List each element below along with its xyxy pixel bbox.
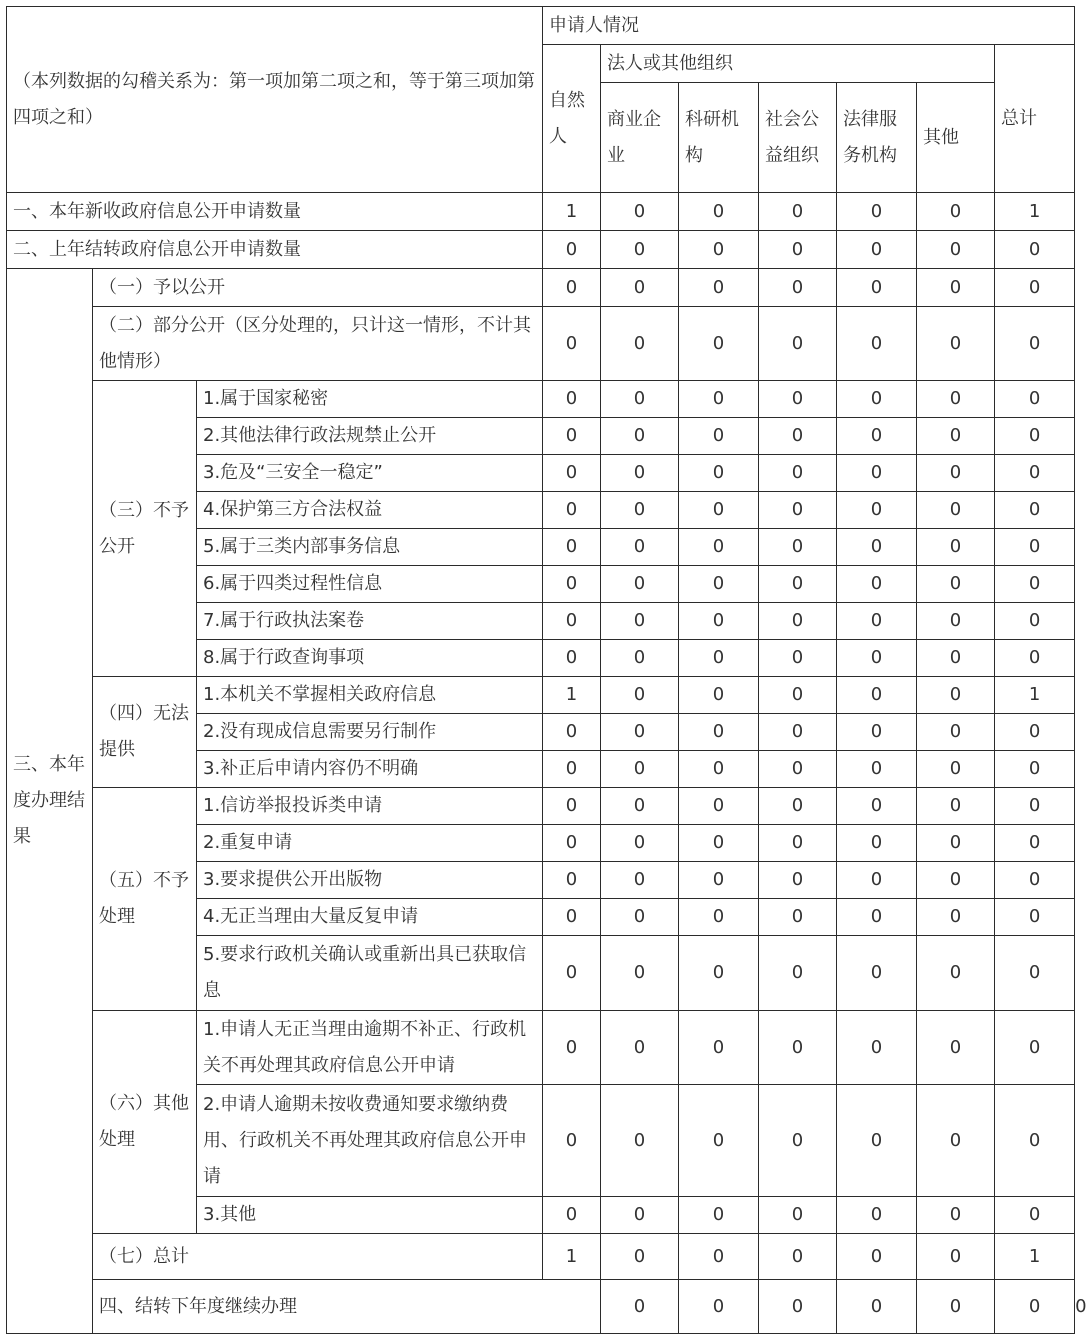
cell-commercial: 0 — [601, 193, 679, 231]
cell-legal: 0 — [837, 1011, 917, 1085]
row-label: （一）予以公开 — [93, 269, 543, 307]
table-row — [7, 788, 1075, 825]
cell-other: 0 — [917, 1197, 995, 1234]
cell-other: 0 — [917, 936, 995, 1011]
cell-other: 0 — [917, 825, 995, 862]
cell-commercial: 0 — [679, 1280, 759, 1334]
cell-research: 0 — [679, 307, 759, 381]
cell-other: 0 — [917, 714, 995, 751]
header-total: 总计 — [995, 45, 1075, 193]
cell-commercial: 0 — [601, 751, 679, 788]
cell-natural-person: 0 — [543, 936, 601, 1011]
cell-total: 0 — [995, 862, 1075, 899]
cell-legal: 0 — [837, 677, 917, 714]
group-label-g3: （三）不予公开 — [93, 381, 197, 677]
row-label: 6.属于四类过程性信息 — [197, 566, 543, 603]
cell-total: 0 — [995, 231, 1075, 269]
cell-social: 0 — [759, 418, 837, 455]
cell-commercial: 0 — [601, 381, 679, 418]
cell-other: 0 — [917, 455, 995, 492]
table-row — [7, 307, 1075, 381]
cell-social: 0 — [759, 269, 837, 307]
cell-natural-person: 0 — [543, 640, 601, 677]
cell-legal: 0 — [837, 751, 917, 788]
cell-other: 0 — [917, 1011, 995, 1085]
cell-total: 0 — [995, 1085, 1075, 1197]
cell-research: 0 — [679, 529, 759, 566]
cell-other: 0 — [917, 1234, 995, 1280]
header-row-1 — [7, 7, 1075, 45]
cell-legal: 0 — [837, 193, 917, 231]
cell-commercial: 0 — [601, 529, 679, 566]
table-row — [7, 677, 1075, 714]
row-label: 1.申请人无正当理由逾期不补正、行政机关不再处理其政府信息公开申请 — [197, 1011, 543, 1085]
cell-total: 1 — [995, 677, 1075, 714]
row-label: 2.没有现成信息需要另行制作 — [197, 714, 543, 751]
cell-social: 0 — [759, 1085, 837, 1197]
cell-total: 0 — [995, 788, 1075, 825]
cell-social: 0 — [837, 1280, 917, 1334]
cell-natural-person: 0 — [543, 714, 601, 751]
cell-social: 0 — [759, 640, 837, 677]
row-label: 1.属于国家秘密 — [197, 381, 543, 418]
row-label: 四、结转下年度继续办理 — [93, 1280, 601, 1334]
cell-research: 0 — [679, 714, 759, 751]
cell-legal: 0 — [837, 307, 917, 381]
table-row — [7, 1011, 1075, 1085]
cell-other: 0 — [995, 1280, 1075, 1334]
cell-other: 0 — [917, 307, 995, 381]
cell-social: 0 — [759, 788, 837, 825]
cell-social: 0 — [759, 307, 837, 381]
cell-social: 0 — [759, 1234, 837, 1280]
cell-natural-person: 0 — [543, 1011, 601, 1085]
group-label-g5: （五）不予处理 — [93, 788, 197, 1011]
header-social: 社会公益组织 — [759, 83, 837, 193]
cell-other: 0 — [917, 193, 995, 231]
cell-natural-person: 0 — [543, 788, 601, 825]
row-label: 一、本年新收政府信息公开申请数量 — [7, 193, 543, 231]
group-label-g6: （六）其他处理 — [93, 1011, 197, 1234]
cell-social: 0 — [759, 381, 837, 418]
cell-natural-person: 0 — [543, 381, 601, 418]
cell-commercial: 0 — [601, 714, 679, 751]
cell-legal: 0 — [837, 714, 917, 751]
cell-natural-person: 0 — [543, 603, 601, 640]
cell-natural-person: 1 — [543, 1234, 601, 1280]
cell-commercial: 0 — [601, 269, 679, 307]
cell-commercial: 0 — [601, 936, 679, 1011]
header-other: 其他 — [917, 83, 995, 193]
cell-other: 0 — [917, 899, 995, 936]
cell-research: 0 — [679, 418, 759, 455]
cell-total: 0 — [995, 529, 1075, 566]
cell-other: 0 — [917, 269, 995, 307]
cell-legal: 0 — [837, 862, 917, 899]
cell-other: 0 — [917, 677, 995, 714]
cell-social: 0 — [759, 714, 837, 751]
cell-research: 0 — [679, 1085, 759, 1197]
cell-other: 0 — [917, 1085, 995, 1197]
header-org-group: 法人或其他组织 — [601, 45, 995, 83]
cell-research: 0 — [679, 788, 759, 825]
cell-research: 0 — [679, 193, 759, 231]
cell-other: 0 — [917, 492, 995, 529]
header-commercial: 商业企业 — [601, 83, 679, 193]
cell-natural-person: 0 — [543, 455, 601, 492]
report-table-container — [6, 6, 1087, 1334]
gov-info-disclosure-table — [6, 6, 1087, 1334]
cell-research: 0 — [679, 231, 759, 269]
header-applicant: 申请人情况 — [543, 7, 1075, 45]
cell-research: 0 — [679, 566, 759, 603]
row-label: 3.危及“三安全一稳定” — [197, 455, 543, 492]
table-row — [7, 231, 1075, 269]
cell-total: 0 — [995, 603, 1075, 640]
cell-research: 0 — [759, 1280, 837, 1334]
row-label: （二）部分公开（区分处理的，只计这一情形，不计其他情形） — [93, 307, 543, 381]
cell-social: 0 — [759, 1197, 837, 1234]
row-label: 4.无正当理由大量反复申请 — [197, 899, 543, 936]
cell-commercial: 0 — [601, 1011, 679, 1085]
cell-natural-person: 0 — [543, 751, 601, 788]
cell-other: 0 — [917, 529, 995, 566]
cell-social: 0 — [759, 455, 837, 492]
cell-social: 0 — [759, 566, 837, 603]
cell-research: 0 — [679, 862, 759, 899]
row-label: 8.属于行政查询事项 — [197, 640, 543, 677]
cell-legal: 0 — [917, 1280, 995, 1334]
header-natural-person: 自然人 — [543, 45, 601, 193]
cell-commercial: 0 — [601, 455, 679, 492]
cell-total: 1 — [995, 1234, 1075, 1280]
cell-legal: 0 — [837, 1197, 917, 1234]
cell-legal: 0 — [837, 825, 917, 862]
cell-legal: 0 — [837, 899, 917, 936]
cell-natural-person: 0 — [543, 1085, 601, 1197]
row-label: 3.补正后申请内容仍不明确 — [197, 751, 543, 788]
cell-social: 0 — [759, 529, 837, 566]
cell-social: 0 — [759, 862, 837, 899]
row-label: 7.属于行政执法案卷 — [197, 603, 543, 640]
row-label: 4.保护第三方合法权益 — [197, 492, 543, 529]
cell-total: 0 — [995, 492, 1075, 529]
cell-research: 0 — [679, 381, 759, 418]
cell-commercial: 0 — [601, 492, 679, 529]
table-row — [7, 1234, 1075, 1280]
cell-total: 1 — [995, 193, 1075, 231]
table-row: 四、结转下年度继续办理 0 0 0 0 0 0 0 — [7, 1280, 1075, 1334]
cell-commercial: 0 — [601, 603, 679, 640]
cell-natural-person: 0 — [543, 566, 601, 603]
cell-other: 0 — [917, 231, 995, 269]
cell-total: 0 — [995, 566, 1075, 603]
cell-other: 0 — [917, 788, 995, 825]
cell-other: 0 — [917, 603, 995, 640]
row-label: 5.要求行政机关确认或重新出具已获取信息 — [197, 936, 543, 1011]
cell-legal: 0 — [837, 640, 917, 677]
cell-other: 0 — [917, 862, 995, 899]
row-label: 3.要求提供公开出版物 — [197, 862, 543, 899]
cell-legal: 0 — [837, 603, 917, 640]
cell-legal: 0 — [837, 455, 917, 492]
cell-natural-person: 0 — [543, 418, 601, 455]
cell-legal: 0 — [837, 1234, 917, 1280]
cell-social: 0 — [759, 936, 837, 1011]
cell-total: 0 — [995, 1011, 1075, 1085]
row-label: 2.申请人逾期未按收费通知要求缴纳费用、行政机关不再处理其政府信息公开申请 — [197, 1085, 543, 1197]
cell-research: 0 — [679, 640, 759, 677]
cell-natural-person: 0 — [543, 899, 601, 936]
cell-commercial: 0 — [601, 899, 679, 936]
cell-research: 0 — [679, 1011, 759, 1085]
cell-research: 0 — [679, 455, 759, 492]
cell-commercial: 0 — [601, 862, 679, 899]
cell-legal: 0 — [837, 1085, 917, 1197]
cell-commercial: 0 — [601, 1085, 679, 1197]
row-label: 3.其他 — [197, 1197, 543, 1234]
cell-total: 0 — [995, 1197, 1075, 1234]
cell-total: 0 — [995, 307, 1075, 381]
cell-legal: 0 — [837, 529, 917, 566]
cell-total: 0 — [995, 899, 1075, 936]
cell-research: 0 — [679, 1197, 759, 1234]
cell-natural-person: 0 — [601, 1280, 679, 1334]
row-label: 2.重复申请 — [197, 825, 543, 862]
cell-legal: 0 — [837, 381, 917, 418]
cell-legal: 0 — [837, 418, 917, 455]
cell-social: 0 — [759, 193, 837, 231]
cell-commercial: 0 — [601, 1234, 679, 1280]
cell-natural-person: 0 — [543, 862, 601, 899]
cell-research: 0 — [679, 936, 759, 1011]
cell-legal: 0 — [837, 788, 917, 825]
cell-legal: 0 — [837, 566, 917, 603]
cell-social: 0 — [759, 492, 837, 529]
cell-research: 0 — [679, 751, 759, 788]
cell-natural-person: 1 — [543, 193, 601, 231]
section3-label: 三、本年度办理结果 — [7, 269, 93, 1334]
cell-commercial: 0 — [601, 418, 679, 455]
cell-total: 0 — [995, 714, 1075, 751]
cell-total: 0 — [995, 381, 1075, 418]
cell-social: 0 — [759, 899, 837, 936]
cell-natural-person: 1 — [543, 677, 601, 714]
cell-commercial: 0 — [601, 788, 679, 825]
cell-research: 0 — [679, 677, 759, 714]
cell-total: 0 — [995, 418, 1075, 455]
cell-natural-person: 0 — [543, 269, 601, 307]
table-row — [7, 269, 1075, 307]
cell-total: 0 — [995, 936, 1075, 1011]
cell-natural-person: 0 — [543, 307, 601, 381]
row-label: 二、上年结转政府信息公开申请数量 — [7, 231, 543, 269]
table-row — [7, 193, 1075, 231]
cell-other: 0 — [917, 418, 995, 455]
cell-social: 0 — [759, 825, 837, 862]
cell-natural-person: 0 — [543, 825, 601, 862]
table-row — [7, 381, 1075, 418]
cell-total: 0 — [995, 825, 1075, 862]
row-label: 2.其他法律行政法规禁止公开 — [197, 418, 543, 455]
header-legal: 法律服务机构 — [837, 83, 917, 193]
cell-commercial: 0 — [601, 825, 679, 862]
cell-legal: 0 — [837, 231, 917, 269]
cell-total: 0 — [995, 269, 1075, 307]
cell-other: 0 — [917, 751, 995, 788]
cell-commercial: 0 — [601, 566, 679, 603]
cell-research: 0 — [679, 269, 759, 307]
cell-legal: 0 — [837, 492, 917, 529]
cell-legal: 0 — [837, 269, 917, 307]
cell-research: 0 — [679, 492, 759, 529]
cell-commercial: 0 — [601, 307, 679, 381]
row-label: 1.本机关不掌握相关政府信息 — [197, 677, 543, 714]
cell-legal: 0 — [837, 936, 917, 1011]
cell-social: 0 — [759, 751, 837, 788]
cell-research: 0 — [679, 1234, 759, 1280]
cell-other: 0 — [917, 566, 995, 603]
row-label: 5.属于三类内部事务信息 — [197, 529, 543, 566]
cell-research: 0 — [679, 899, 759, 936]
cell-natural-person: 0 — [543, 231, 601, 269]
cell-research: 0 — [679, 825, 759, 862]
group-label-g4: （四）无法提供 — [93, 677, 197, 788]
cell-research: 0 — [679, 603, 759, 640]
row-label: （七）总计 — [93, 1234, 543, 1280]
header-note: （本列数据的勾稽关系为：第一项加第二项之和，等于第三项加第四项之和） — [7, 7, 543, 193]
cell-total: 0 — [995, 640, 1075, 677]
cell-social: 0 — [759, 1011, 837, 1085]
cell-commercial: 0 — [601, 677, 679, 714]
cell-natural-person: 0 — [543, 1197, 601, 1234]
cell-social: 0 — [759, 603, 837, 640]
cell-other: 0 — [917, 381, 995, 418]
cell-natural-person: 0 — [543, 492, 601, 529]
cell-other: 0 — [917, 640, 995, 677]
header-research: 科研机构 — [679, 83, 759, 193]
cell-natural-person: 0 — [543, 529, 601, 566]
cell-commercial: 0 — [601, 231, 679, 269]
cell-commercial: 0 — [601, 1197, 679, 1234]
row-label: 1.信访举报投诉类申请 — [197, 788, 543, 825]
cell-social: 0 — [759, 231, 837, 269]
cell-commercial: 0 — [601, 640, 679, 677]
cell-total: 0 — [995, 455, 1075, 492]
cell-total: 0 — [995, 751, 1075, 788]
cell-social: 0 — [759, 677, 837, 714]
